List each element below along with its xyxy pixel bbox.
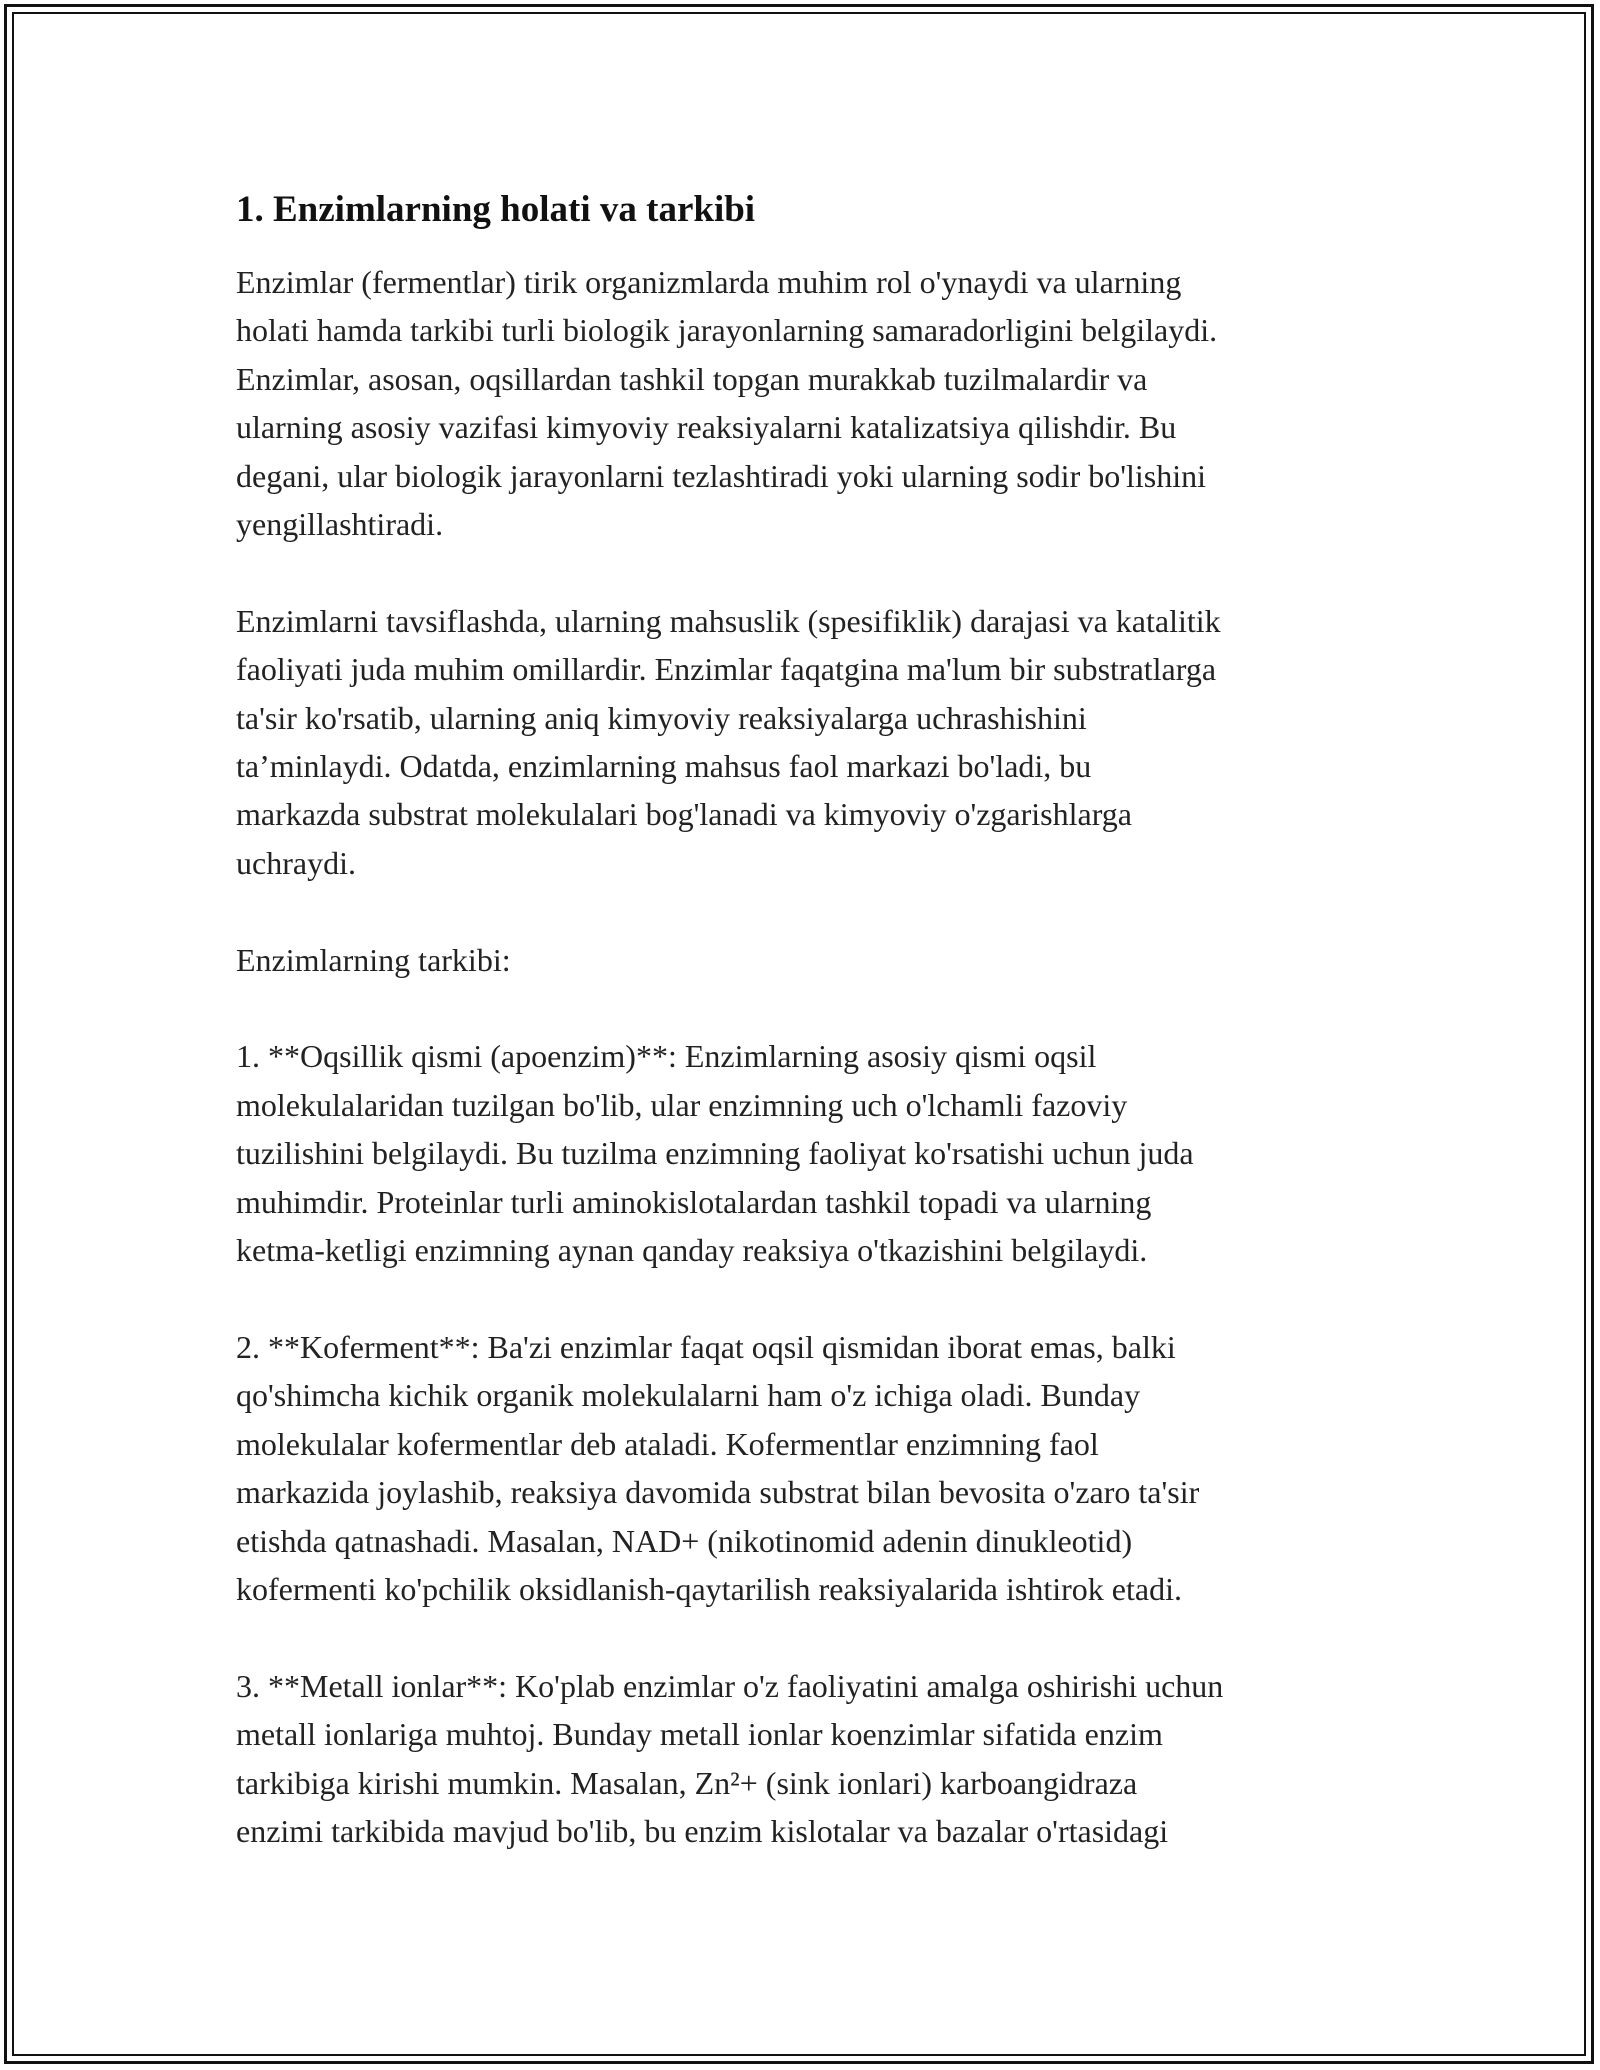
list-item-apoenzyme: [236, 1032, 1416, 1274]
text-line: qo'shimcha kichik organik molekulalarni ham o'z ichiga oladi. Bunday: [236, 1377, 1141, 1414]
paragraph-specificity: [236, 597, 1416, 887]
text-line: molekulalar kofermentlar deb ataladi. Kofermentlar enzimning faol: [236, 1425, 1099, 1462]
text-line: Enzimlar (fermentlar) tirik organizmlarda muhim rol o'ynaydi va ularning: [236, 264, 1182, 300]
text-line: muhimdir. Proteinlar turli aminokislotalardan tashkil topadi va ularning: [236, 1183, 1152, 1220]
text-line: Enzimlar, asosan, oqsillardan tashkil topgan murakkab tuzilmalardir va: [236, 360, 1148, 397]
text-line: kofermenti ko'pchilik oksidlanish-qaytarilish reaksiyalarida ishtirok etadi.: [236, 1570, 1182, 1607]
text-line: enzimi tarkibida mavjud bo'lib, bu enzim kislotalar va bazalar o'rtasidagi: [236, 1812, 1169, 1849]
paragraph-composition-label: [236, 936, 1416, 984]
text-line: ta’minlaydi. Odatda, enzimlarning mahsus faol markazi bo'ladi, bu: [236, 748, 1092, 785]
text-line: ularning asosiy vazifasi kimyoviy reaksiyalarni katalizatsiya qilishdir. Bu: [236, 409, 1177, 446]
text-line: metall ionlariga muhtoj. Bunday metall ionlar koenzimlar sifatida enzim: [236, 1716, 1163, 1753]
text-line: degani, ular biologik jarayonlarni tezlashtiradi yoki ularning sodir bo'lishini: [236, 457, 1206, 494]
text-line: 1. **Oqsillik qismi (apoenzim)**: Enzimlarning asosiy qismi oqsil: [236, 1038, 1097, 1075]
text-line: 2. **Koferment**: Ba'zi enzimlar faqat oqsil qismidan iborat emas, balki: [236, 1328, 1176, 1365]
text-line: tuzilishini belgilaydi. Bu tuzilma enzimning faoliyat ko'rsatishi uchun juda: [236, 1135, 1194, 1172]
paragraph-intro: [236, 258, 1416, 548]
text-line: yengillashtiradi.: [236, 506, 444, 543]
text-line: ketma-ketligi enzimning aynan qanday reaksiya o'tkazishini belgilaydi.: [236, 1232, 1148, 1269]
text-line: faoliyati juda muhim omillardir. Enzimlar faqatgina ma'lum bir substratlarga: [236, 651, 1217, 688]
text-line: etishda qatnashadi. Masalan, NAD+ (nikotinomid adenin dinukleotid): [236, 1522, 1133, 1559]
text-line: molekulalaridan tuzilgan bo'lib, ular enzimning uch o'lchamli fazoviy: [236, 1086, 1128, 1123]
text-line: ta'sir ko'rsatib, ularning aniq kimyoviy reaksiyalarga uchrashishini: [236, 699, 1087, 736]
text-line: Enzimlarni tavsiflashda, ularning mahsuslik (spesifiklik) darajasi va katalitik: [236, 602, 1221, 639]
text-line: markazida joylashib, reaksiya davomida substrat bilan bevosita o'zaro ta'sir: [236, 1474, 1200, 1511]
list-item-coenzyme: [236, 1323, 1416, 1613]
text-line: 3. **Metall ionlar**: Ko'plab enzimlar o'z faoliyatini amalga oshirishi uchun: [236, 1667, 1224, 1704]
text-line: Enzimlarning tarkibi:: [236, 941, 511, 978]
text-line: tarkibiga kirishi mumkin. Masalan, Zn²+ (sink ionlari) karboangidraza: [236, 1764, 1138, 1801]
text-line: markazda substrat molekulalari bog'lanadi va kimyoviy o'zgarishlarga: [236, 796, 1132, 833]
text-line: uchraydi.: [236, 844, 356, 881]
text-line: holati hamda tarkibi turli biologik jarayonlarning samaradorligini belgilaydi.: [236, 312, 1218, 349]
section-heading: 1. Enzimlarning holati va tarkibi: [236, 189, 756, 230]
document-body: [236, 186, 1416, 1904]
list-item-metal-ions: [236, 1662, 1416, 1856]
